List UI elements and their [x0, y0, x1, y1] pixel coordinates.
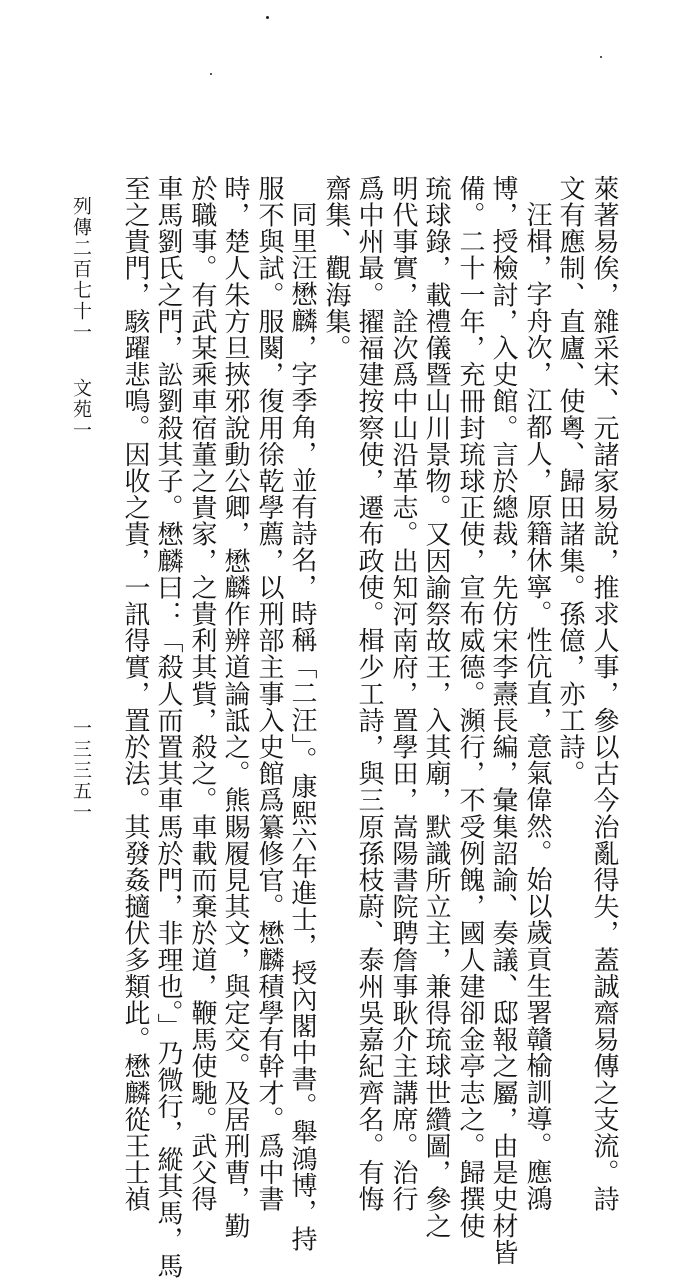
chapter-label: 列傳二百七十一	[70, 196, 92, 343]
text-column: 同里汪懋麟，字季角，並有詩名，時稱「二汪」。康熙六年進士，授內閣中書。舉鴻博，持	[287, 201, 317, 1252]
print-speck	[210, 73, 212, 75]
text-column: 服不與試。服闋，復用徐乾學薦，以刑部主事入史館爲纂修官。懋麟積學有幹才。爲中書	[254, 175, 284, 1213]
text-column: 爲中州最。擢福建按察使，遷布政使。楫少工詩，與三原孫枝蔚、泰州吳嘉紀齊名。有悔	[354, 175, 384, 1213]
text-column: 博，授檢討，入史館。言於總裁，先仿宋李燾長編，彙集詔諭、奏議、邸報之屬，由是史材皆	[488, 175, 518, 1266]
text-column: 明代事實，詮次爲中山沿革志。出知河南府，置學田，嵩陽書院聘詹事耿介主講席。治行	[388, 175, 418, 1213]
text-column: 於職事。有武某乘車宿董之貴家，之貴利其貲，殺之。車載而棄於道，鞭馬使馳。武父得	[187, 175, 217, 1213]
text-column: 備。二十一年，充冊封琉球正使，宣布威德。瀕行，不受例餽，國人建卻金亭志之。歸撰使	[455, 175, 485, 1239]
text-column: 齋集、觀海集。	[321, 175, 351, 362]
print-speck	[266, 16, 269, 19]
text-column: 車馬劉氏之門，訟劉殺其子。懋麟曰：「殺人而置其車馬於門，非理也。」乃微行，縱其馬，馬	[153, 175, 183, 1279]
text-column: 至之貴門，駭躍悲鳴。因收之貴，一訊得實，置於法。其發姦擿伏多類此。懋麟從王士禎	[120, 175, 150, 1213]
page-number: 一三三五一	[70, 718, 92, 823]
print-speck	[600, 56, 602, 58]
text-column: 萊著易俟，雜采宋、元諸家易說，推求人事，參以古今治亂得失，蓋誠齋易傳之支流。詩	[589, 175, 619, 1213]
text-column: 琉球錄，載禮儀暨山川景物。又因諭祭故王，入其廟，默識所立主，兼得琉球世纘圖，參之	[421, 175, 451, 1239]
text-column: 汪楫，字舟次，江都人，原籍休寧。性伉直，意氣偉然。始以歲貢生署贛榆訓導。應鴻	[522, 201, 552, 1212]
text-column: 時，楚人朱方旦挾邪說動公卿，懋麟作辨道論詆之。熊賜履見其文，與定交。及居刑曹，勤	[220, 175, 250, 1239]
text-column: 文有應制、直廬、使粵、歸田諸集。孫億，亦工詩。	[555, 175, 585, 787]
section-label: 文苑一	[70, 378, 92, 441]
